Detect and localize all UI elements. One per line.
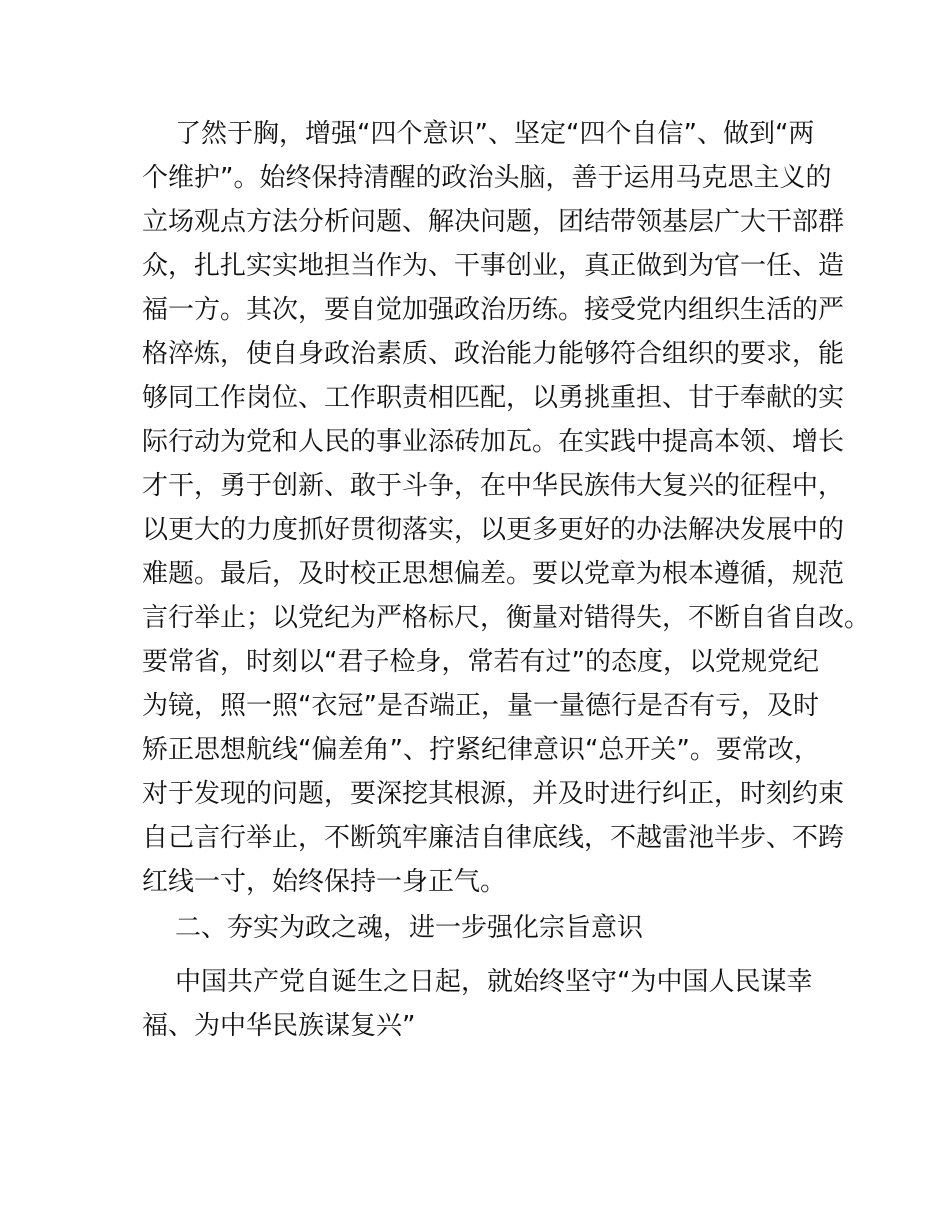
text-line: 众，扎扎实实地担当作为、干事创业，真正做到为官一任、造 <box>142 251 845 281</box>
text-line: 福、为中华民族谋复兴” <box>142 1011 416 1041</box>
text-line: 个维护”。始终保持清醒的政治头脑，善于运用马克思主义的 <box>142 163 832 193</box>
text-line: 福一方。其次，要自觉加强政治历练。接受党内组织生活的严 <box>142 295 845 325</box>
text-line: 际行动为党和人民的事业添砖加瓦。在实践中提高本领、增长 <box>142 427 845 457</box>
text-line: 立场观点方法分析问题、解决问题，团结带领基层广大干部群 <box>142 207 845 237</box>
text-line: 矫正思想航线“偏差角”、拧紧纪律意识“总开关”。要常改， <box>142 735 820 765</box>
text-line: 难题。最后，及时校正思想偏差。要以党章为根本遵循，规范 <box>142 559 845 589</box>
text-line: 够同工作岗位、工作职责相匹配，以勇挑重担、甘于奉献的实 <box>142 383 845 413</box>
section-heading: 二、夯实为政之魂，进一步强化宗旨意识 <box>142 913 644 943</box>
text-line: 才干，勇于创新、敢于斗争，在中华民族伟大复兴的征程中， <box>142 471 845 501</box>
text-line: 对于发现的问题，要深挖其根源，并及时进行纠正，时刻约束 <box>142 779 845 809</box>
text-line: 中国共产党自诞生之日起，就始终坚守“为中国人民谋幸 <box>142 967 813 997</box>
text-line: 为镜，照一照“衣冠”是否端正，量一量德行是否有亏，及时 <box>142 691 819 721</box>
text-line: 要常省，时刻以“君子检身，常若有过”的态度，以党规党纪 <box>142 647 819 677</box>
text-line: 以更大的力度抓好贯彻落实，以更多更好的办法解决发展中的 <box>142 515 845 545</box>
text-line: 自己言行举止，不断筑牢廉洁自律底线，不越雷池半步、不跨 <box>142 823 845 853</box>
text-line: 言行举止；以党纪为严格标尺，衡量对错得失，不断自省自改。 <box>142 603 871 633</box>
text-line: 格淬炼，使自身政治素质、政治能力能够符合组织的要求，能 <box>142 339 845 369</box>
text-line: 了然于胸，增强“四个意识”、坚定“四个自信”、做到“两 <box>142 119 815 149</box>
text-line: 红线一寸，始终保持一身正气。 <box>142 867 507 897</box>
